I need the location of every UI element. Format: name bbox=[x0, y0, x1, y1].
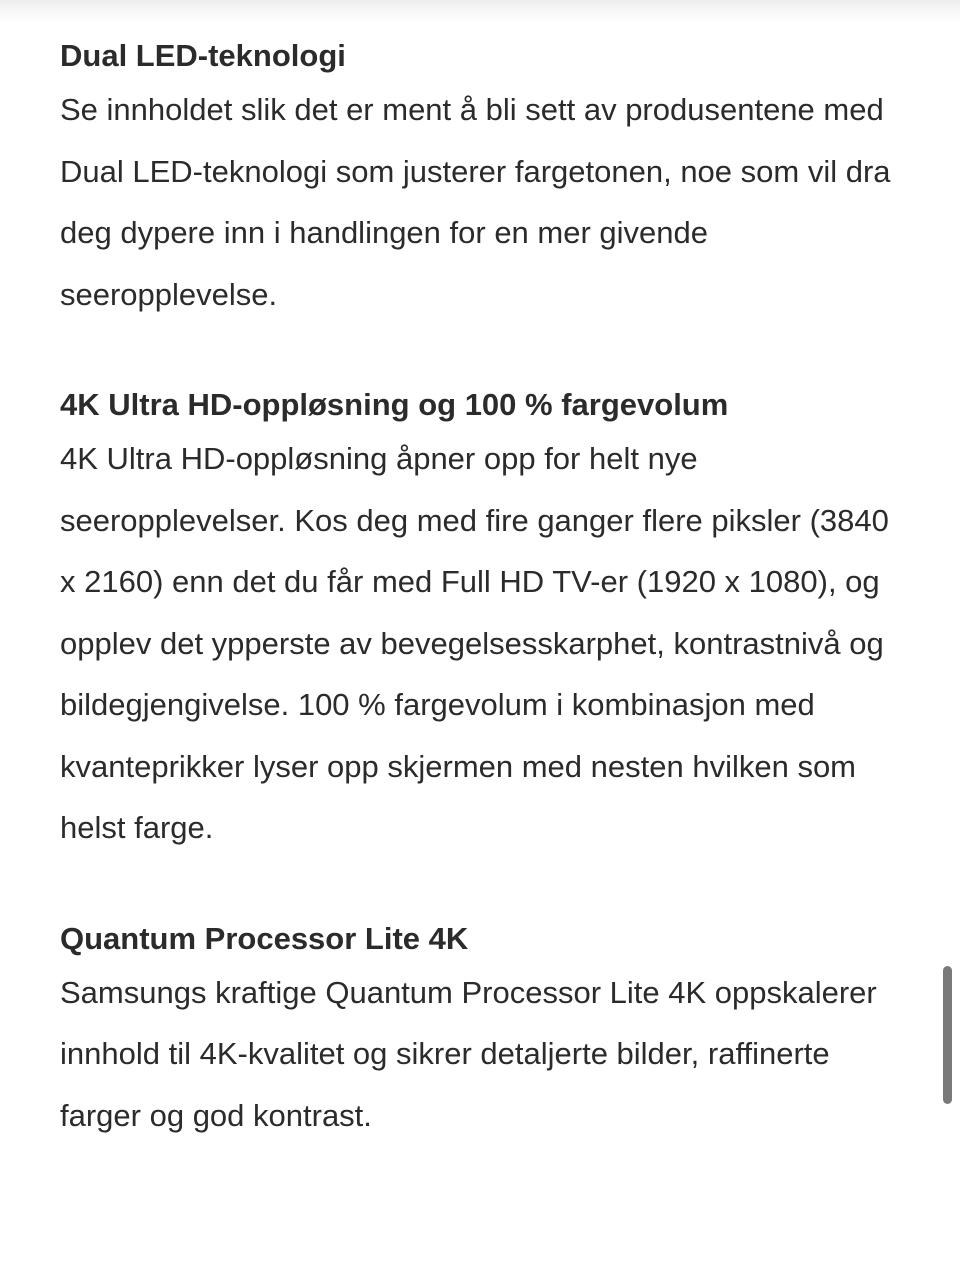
feature-description: 4K Ultra HD-oppløsning åpner opp for helt nye seeropplevelser. Kos deg med fire ganger flere piksler (3840 x 2160) enn det du får med Full HD TV-er (1920 x 1080), og opplev det ypperste av bevegelsesskarphet, kontrastnivå og bildegjengivelse. 100 % fargevolum i kombinasjon med kvanteprikker lyser opp skjermen med nesten hvilken som helst farge. bbox=[60, 441, 889, 845]
top-edge-shadow bbox=[0, 0, 960, 22]
feature-heading: Quantum Processor Lite 4K bbox=[60, 920, 469, 956]
feature-heading: 4K Ultra HD-oppløsning og 100 % fargevolum bbox=[60, 387, 729, 422]
feature-section-dual-led bbox=[60, 36, 910, 325]
feature-section-4k-uhd bbox=[60, 385, 910, 859]
product-description bbox=[60, 36, 910, 1206]
feature-heading: Dual LED-teknologi bbox=[60, 38, 346, 73]
feature-description: Se innholdet slik det er ment å bli sett av produsentene med Dual LED-teknologi som justerer fargetonen, noe som vil dra deg dypere inn i handlingen for en mer givende seeropplevelse. bbox=[60, 92, 891, 312]
feature-description: Samsungs kraftige Quantum Processor Lite 4K oppskalerer innhold til 4K-kvalitet og sikrer detaljerte bilder, raffinerte farger og god kontrast. bbox=[60, 974, 877, 1133]
scrollbar-thumb[interactable] bbox=[943, 966, 952, 1104]
feature-section-quantum-processor bbox=[60, 919, 910, 1147]
